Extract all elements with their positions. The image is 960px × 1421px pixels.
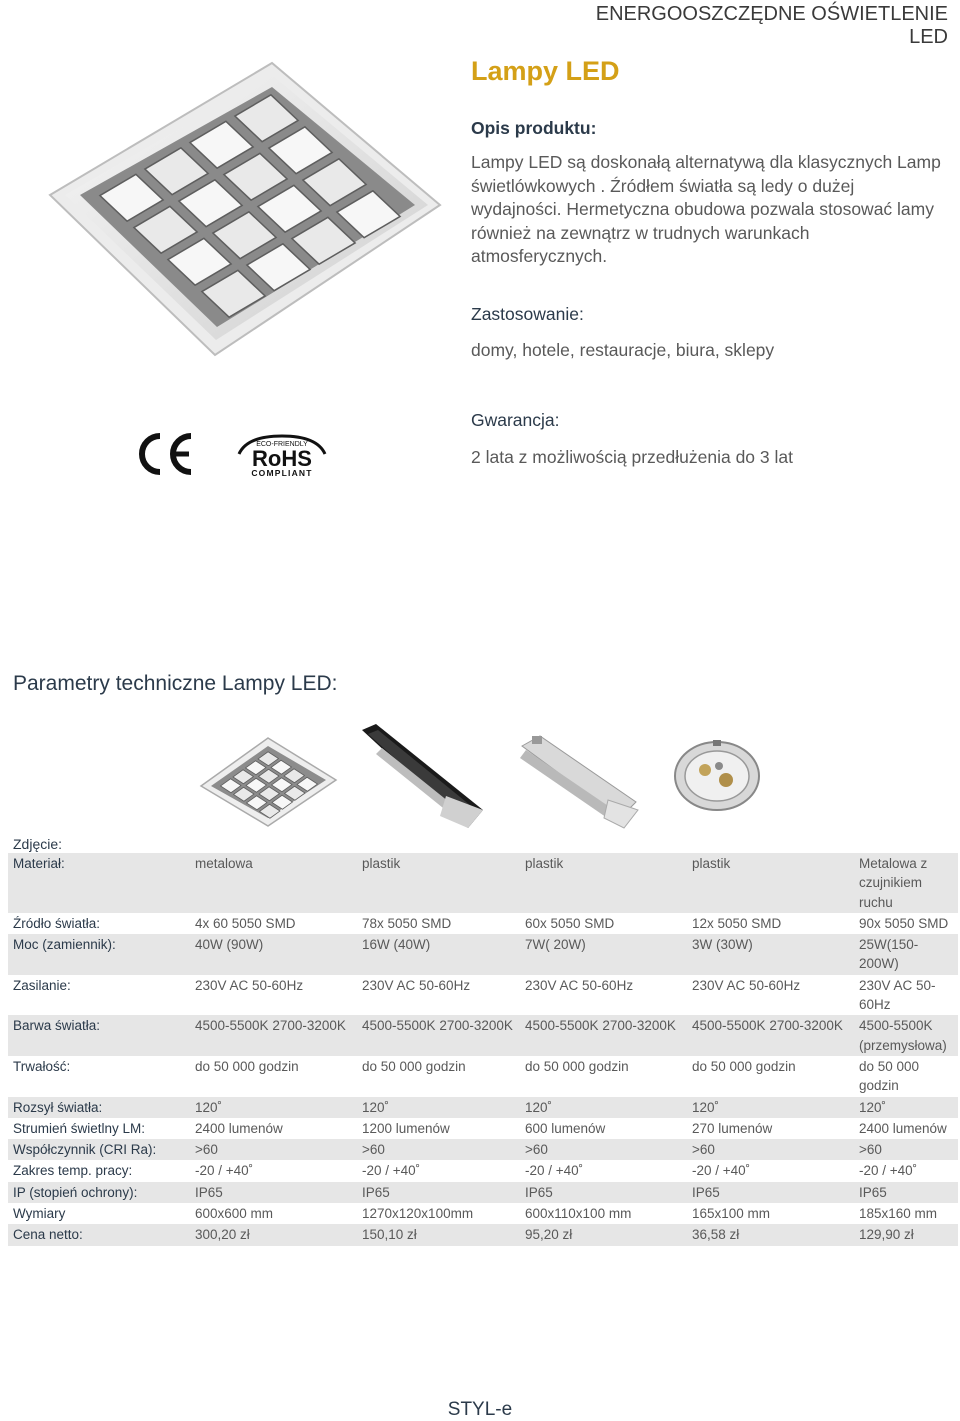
warranty-heading: Gwarancja:	[471, 410, 560, 430]
description-line: Lampy LED są doskonałą alternatywą dla klasycznych Lamp	[471, 152, 941, 172]
spec-label: Rozsył światła:	[8, 1097, 190, 1118]
spec-value: 120˚	[854, 1097, 958, 1118]
spec-row	[8, 1160, 958, 1181]
spec-value: -20 / +40˚	[357, 1160, 520, 1181]
spec-value: >60	[190, 1139, 357, 1160]
product-title: Lampy LED	[471, 56, 620, 86]
photo-row-label: Zdjęcie:	[13, 836, 63, 852]
spec-value: 230V AC 50-60Hz	[357, 975, 520, 1016]
spec-value: 36,58 zł	[687, 1224, 854, 1245]
rohs-logo-icon	[235, 432, 329, 478]
spec-value: 40W (90W)	[190, 934, 357, 975]
spec-row	[8, 1224, 958, 1245]
spec-value: 60x 5050 SMD	[520, 913, 687, 934]
spec-row	[8, 1203, 958, 1224]
description-line: również na zewnątrz w trudnych warunkach	[471, 222, 810, 243]
spec-value: 12x 5050 SMD	[687, 913, 854, 934]
description-heading: Opis produktu:	[471, 118, 597, 138]
spec-label: Źródło światła:	[8, 913, 190, 934]
spec-row	[8, 1015, 958, 1056]
spec-value: 300,20 zł	[190, 1224, 357, 1245]
spec-label: IP (stopień ochrony):	[8, 1182, 190, 1203]
spec-value: >60	[357, 1139, 520, 1160]
spec-value: 4500-5500K 2700-3200K	[357, 1015, 520, 1056]
rohs-bottom-text: COMPLIANT	[251, 468, 313, 478]
spec-value: 230V AC 50-60Hz	[687, 975, 854, 1016]
spec-value: >60	[687, 1139, 854, 1160]
spec-value: 230V AC 50-60Hz	[520, 975, 687, 1016]
spec-label: Zakres temp. pracy:	[8, 1160, 190, 1181]
spec-label: Trwałość:	[8, 1056, 190, 1097]
spec-value: 129,90 zł	[854, 1224, 958, 1245]
spec-value: 1200 lumenów	[357, 1118, 520, 1139]
spec-value: 1270x120x100mm	[357, 1203, 520, 1224]
spec-value: 120˚	[520, 1097, 687, 1118]
spec-value: IP65	[687, 1182, 854, 1203]
spec-value: metalowa	[190, 853, 357, 913]
warranty-text: 2 lata z możliwością przedłużenia do 3 lat	[471, 447, 793, 467]
spec-value: 3W (30W)	[687, 934, 854, 975]
spec-value: -20 / +40˚	[190, 1160, 357, 1181]
rohs-top-text: ECO-FRIENDLY	[256, 441, 308, 448]
params-heading: Parametry techniczne Lampy LED:	[13, 672, 338, 695]
spec-value: IP65	[520, 1182, 687, 1203]
spec-row	[8, 934, 958, 975]
spec-value: 150,10 zł	[357, 1224, 520, 1245]
spec-value: 270 lumenów	[687, 1118, 854, 1139]
spec-label: Wymiary	[8, 1203, 190, 1224]
spec-value: -20 / +40˚	[854, 1160, 958, 1181]
spec-value: 600x110x100 mm	[520, 1203, 687, 1224]
spec-value: 600x600 mm	[190, 1203, 357, 1224]
spec-value: >60	[520, 1139, 687, 1160]
spec-value: 7W( 20W)	[520, 934, 687, 975]
led-panel-image	[10, 55, 455, 365]
spec-value: 4x 60 5050 SMD	[190, 913, 357, 934]
spec-value: IP65	[854, 1182, 958, 1203]
spec-value: IP65	[357, 1182, 520, 1203]
spec-value: do 50 000 godzin	[520, 1056, 687, 1097]
spec-value: plastik	[357, 853, 520, 913]
spec-value: Metalowa z czujnikiem ruchu	[854, 853, 958, 913]
spec-value: 4500-5500K 2700-3200K	[520, 1015, 687, 1056]
spec-value: do 50 000 godzin	[687, 1056, 854, 1097]
header-title: ENERGOOSZCZĘDNE OŚWIETLENIE LED	[595, 3, 948, 48]
spec-row	[8, 975, 958, 1016]
spec-row	[8, 913, 958, 934]
spec-row	[8, 1056, 958, 1097]
spec-value: 230V AC 50-60Hz	[854, 975, 958, 1016]
spec-value: plastik	[687, 853, 854, 913]
led-panel-thumbnail	[196, 728, 341, 828]
spec-value: do 50 000 godzin	[854, 1056, 958, 1097]
spec-value: IP65	[190, 1182, 357, 1203]
spec-table	[8, 853, 958, 1246]
ce-mark-icon	[135, 430, 195, 478]
spec-value: 4500-5500K (przemysłowa)	[854, 1015, 958, 1056]
spec-value: 230V AC 50-60Hz	[190, 975, 357, 1016]
spec-value: 120˚	[357, 1097, 520, 1118]
spec-value: 2400 lumenów	[190, 1118, 357, 1139]
led-oval-sensor-lamp-thumbnail	[672, 736, 762, 816]
spec-value: 90x 5050 SMD	[854, 913, 958, 934]
spec-row	[8, 1097, 958, 1118]
application-text: domy, hotele, restauracje, biura, sklepy	[471, 340, 775, 360]
spec-row	[8, 1139, 958, 1160]
description-line: świetlówkowych . Źródłem światła są ledy o dużej	[471, 175, 855, 196]
footer-brand: STYL-e	[447, 1399, 513, 1420]
spec-row	[8, 1182, 958, 1203]
spec-row	[8, 853, 958, 913]
spec-value: 16W (40W)	[357, 934, 520, 975]
spec-label: Współczynnik (CRI Ra):	[8, 1139, 190, 1160]
spec-value: 4500-5500K 2700-3200K	[190, 1015, 357, 1056]
spec-value: do 50 000 godzin	[357, 1056, 520, 1097]
description-line: wydajności. Hermetyczna obudowa pozwala stosować lamy	[471, 199, 934, 219]
spec-value: 2400 lumenów	[854, 1118, 958, 1139]
description-text	[471, 151, 951, 269]
spec-value: -20 / +40˚	[687, 1160, 854, 1181]
spec-value: 600 lumenów	[520, 1118, 687, 1139]
spec-value: do 50 000 godzin	[190, 1056, 357, 1097]
spec-value: 4500-5500K 2700-3200K	[687, 1015, 854, 1056]
spec-label: Cena netto:	[8, 1224, 190, 1245]
spec-value: 95,20 zł	[520, 1224, 687, 1245]
spec-label: Moc (zamiennik):	[8, 934, 190, 975]
spec-value: 165x100 mm	[687, 1203, 854, 1224]
spec-value: 120˚	[190, 1097, 357, 1118]
spec-value: -20 / +40˚	[520, 1160, 687, 1181]
spec-label: Barwa światła:	[8, 1015, 190, 1056]
led-linear-lamp-thumbnail	[358, 724, 488, 834]
spec-label: Strumień świetlny LM:	[8, 1118, 190, 1139]
rohs-main-text: RoHS	[252, 446, 312, 471]
spec-value: >60	[854, 1139, 958, 1160]
application-heading: Zastosowanie:	[471, 304, 584, 324]
spec-value: 25W(150-200W)	[854, 934, 958, 975]
spec-label: Zasilanie:	[8, 975, 190, 1016]
description-line: atmosferycznych.	[471, 246, 608, 266]
spec-value: 78x 5050 SMD	[357, 913, 520, 934]
spec-value: 185x160 mm	[854, 1203, 958, 1224]
spec-row	[8, 1118, 958, 1139]
spec-label: Materiał:	[8, 853, 190, 913]
spec-value: 120˚	[687, 1097, 854, 1118]
spec-value: plastik	[520, 853, 687, 913]
led-waterproof-lamp-thumbnail	[512, 730, 642, 830]
